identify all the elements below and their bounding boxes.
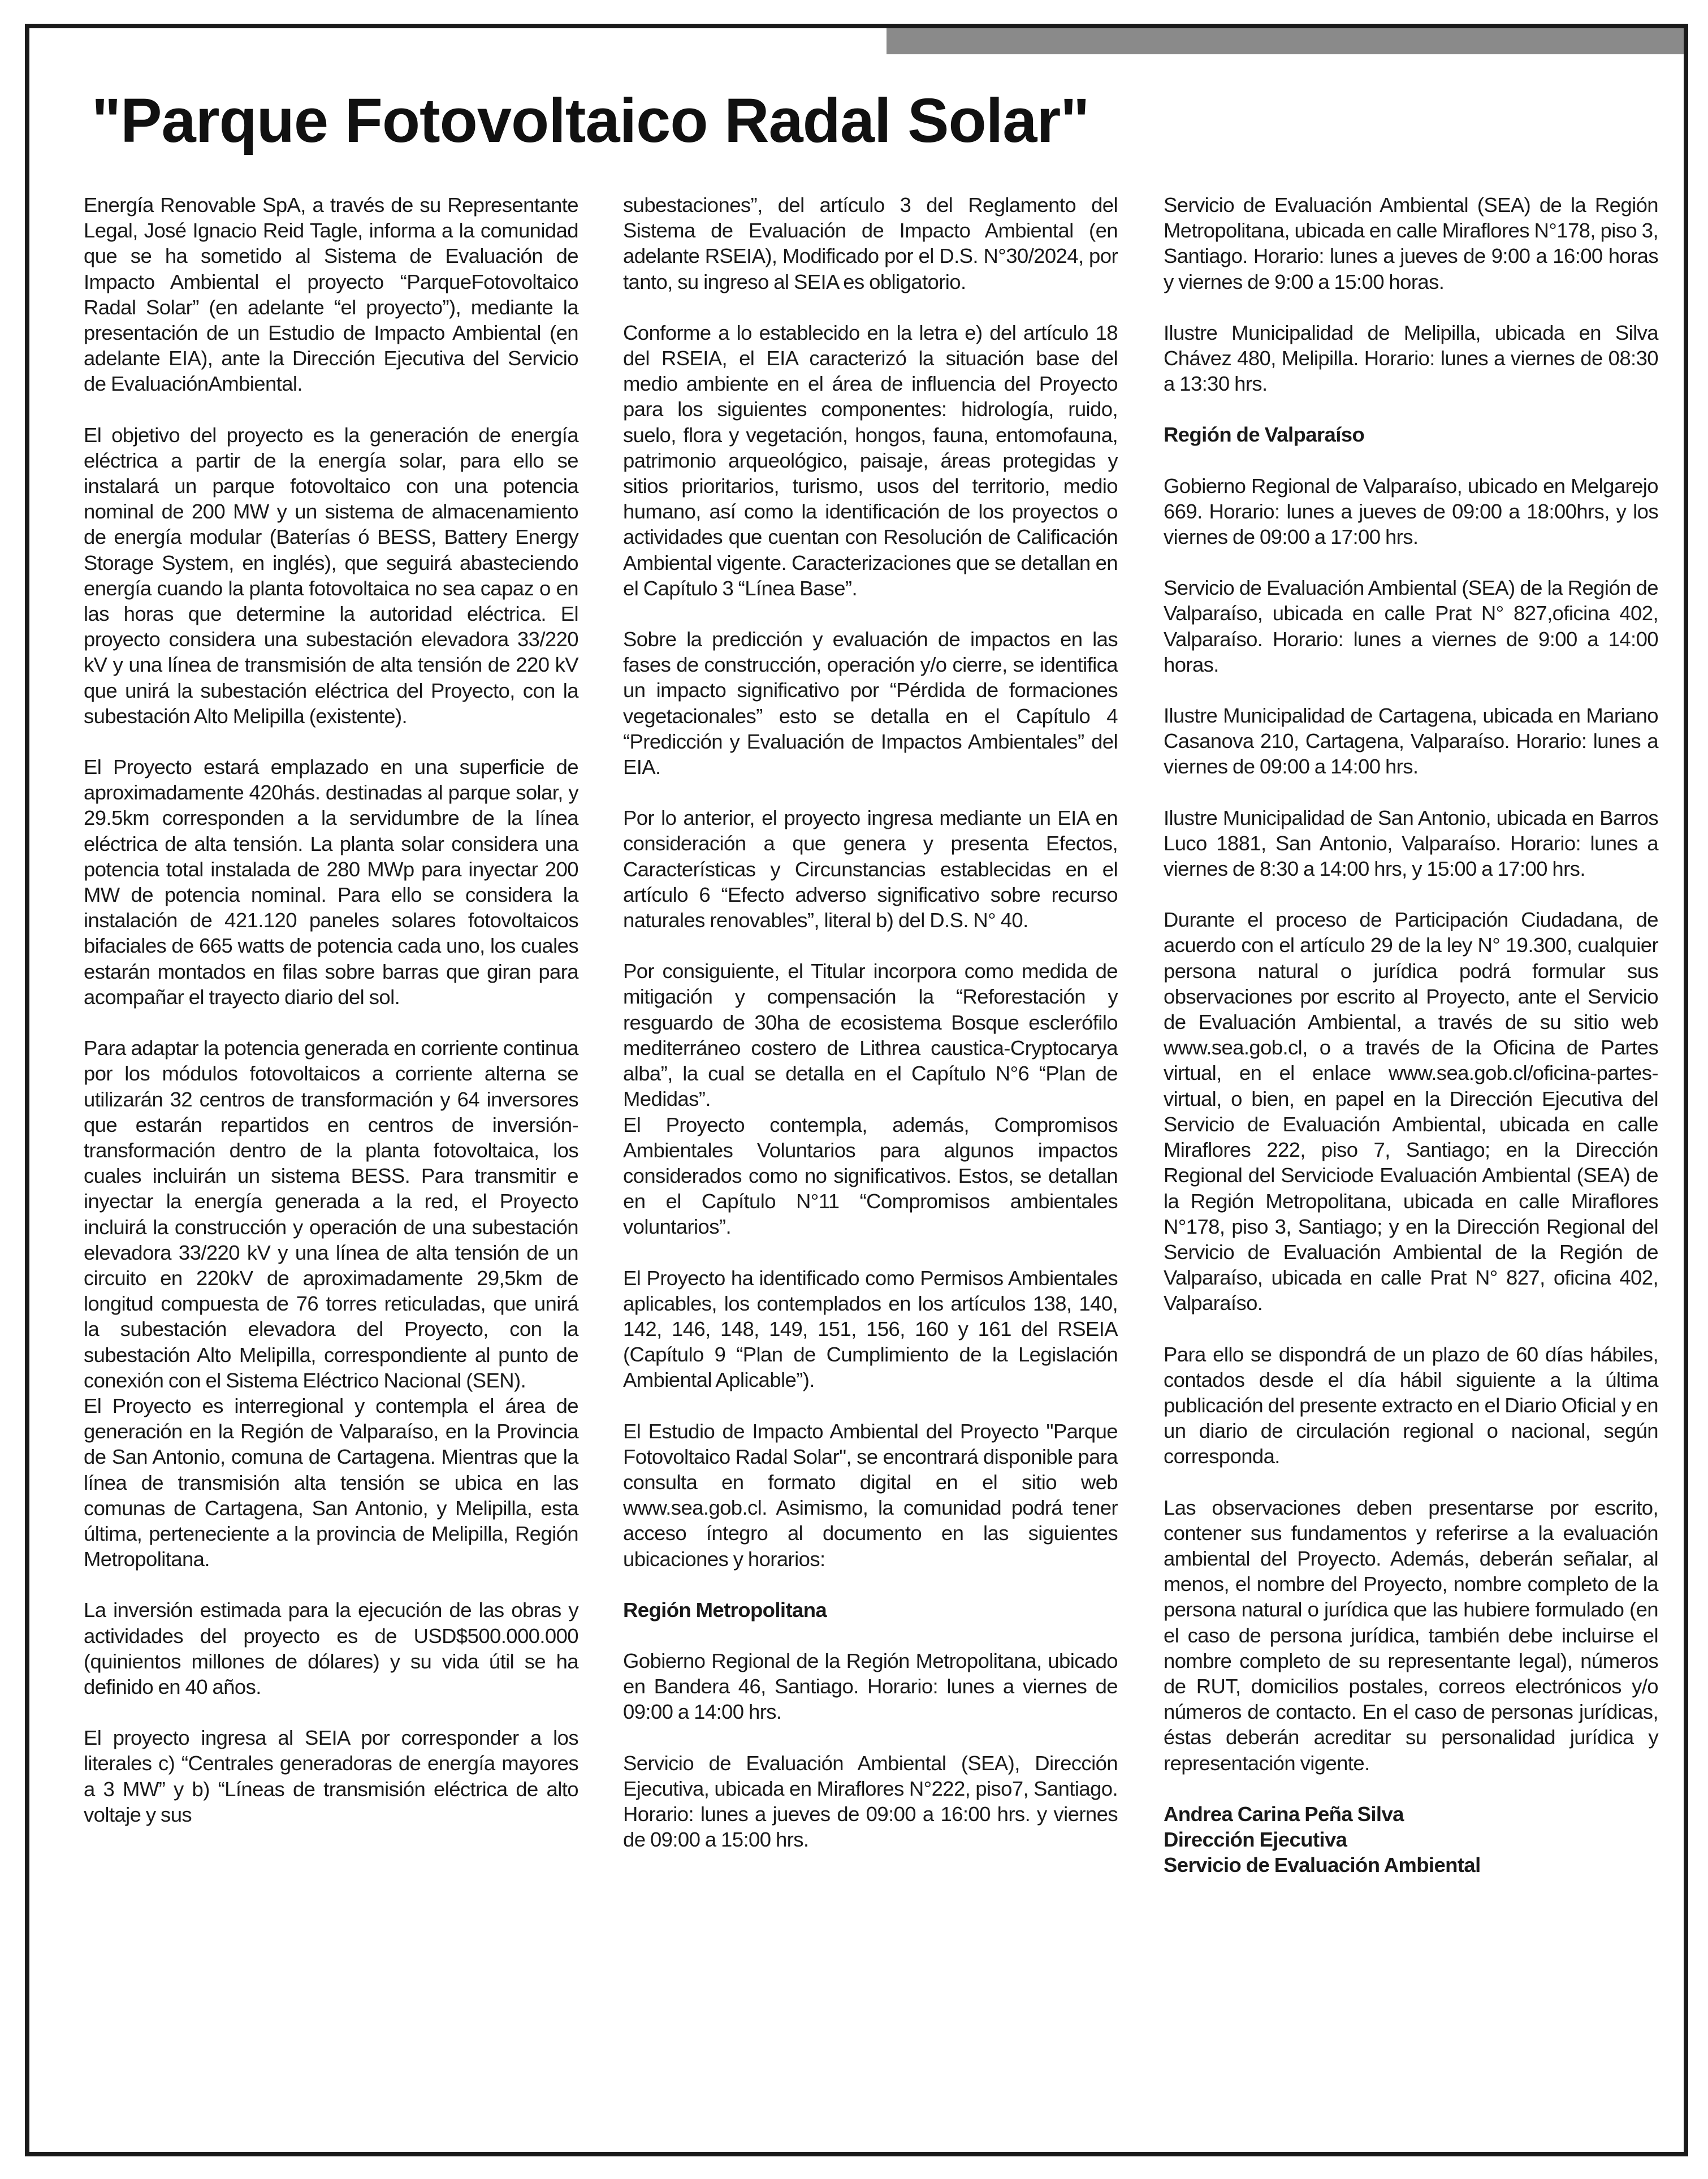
section-heading-metropolitana: Región Metropolitana [623,1598,827,1622]
paragraph: El Proyecto contempla, además, Compromisos Ambientales Voluntarios para algunos impactos considerados como no significativos. Estos, se detallan en el Capítulo N°11 “Compromisos ambientales voluntarios”. [623,1113,1118,1239]
header-bar [887,28,1684,54]
paragraph: La inversión estimada para la ejecución de las obras y actividades del proyecto es de USD$500.000.000 (quinientos millones de dólares) y su vida útil se ha definido en 40 años. [84,1598,578,1698]
paragraph: Energía Renovable SpA, a través de su Representante Legal, José Ignacio Reid Tagle, informa a la comunidad que se ha sometido al Sistema de Evaluación de Impacto Ambiental el proyecto “ParqueFotovoltaico Radal Solar” (en adelante “el proyecto”), mediante la presentación de un Estudio de Impacto Ambiental (en adelante EIA), ante la Dirección Ejecutiva del Servicio de EvaluaciónAmbiental. [84,193,578,396]
paragraph: Ilustre Municipalidad de San Antonio, ubicada en Barros Luco 1881, San Antonio, Valparaíso. Horario: lunes a viernes de 8:30 a 14:00 hrs, y 15:00 a 17:00 hrs. [1164,806,1658,881]
signatory-organization: Servicio de Evaluación Ambiental [1164,1853,1481,1877]
paragraph: Sobre la predicción y evaluación de impactos en las fases de construcción, operación y/o cierre, se identifica un impacto significativo por “Pérdida de formaciones vegetacionales” esto se detalla en el Capítulo 4 “Predicción y Evaluación de Impactos Ambientales” del EIA. [623,628,1118,779]
paragraph: El Proyecto estará emplazado en una superficie de aproximadamente 420hás. destinadas al parque solar, y 29.5km corresponden a la servidumbre de la línea eléctrica de alta tensión. La planta solar considera una potencia total instalada de 280 MWp para inyectar 200 MW de potencia nominal. Para ello se considera la instalación de 421.120 paneles solares fotovoltaicos bifaciales de 665 watts de potencia cada uno, los cuales estarán montados en filas sobre barras que giran para acompañar el trayecto diario del sol. [84,755,578,1009]
paragraph: Las observaciones deben presentarse por escrito, contener sus fundamentos y referirse a la evaluación ambiental del Proyecto. Además, deberán señalar, al menos, el nombre del Proyecto, nombre completo de la persona natural o jurídica que las hubiere formulado (en el caso de persona jurídica, también debe incluirse el nombre completo de su representante legal), números de RUT, domicilios postales, correos electrónicos y/o números de contacto. En el caso de personas jurídicas, éstas deberán acreditar su personalidad jurídica y representación vigente. [1164,1495,1658,1775]
column-1 [84,192,578,1853]
paragraph: Servicio de Evaluación Ambiental (SEA), Dirección Ejecutiva, ubicada en Miraflores N°222, piso7, Santiago. Horario: lunes a jueves de 09:00 a 16:00 hrs. y viernes de 09:00 a 15:00 hrs. [623,1751,1118,1852]
paragraph: El Proyecto ha identificado como Permisos Ambientales aplicables, los contemplados en los artículos 138, 140, 142, 146, 148, 149, 151, 156, 160 y 161 del RSEIA (Capítulo 9 “Plan de Cumplimiento de la Legislación Ambiental Aplicable”). [623,1266,1118,1392]
paragraph: El Estudio de Impacto Ambiental del Proyecto "Parque Fotovoltaico Radal Solar", se encontrará disponible para consulta en formato digital en el sitio web www.sea.gob.cl. Asimismo, la comunidad podrá tener acceso íntegro al documento en las siguientes ubicaciones y horarios: [623,1419,1118,1571]
paragraph: Ilustre Municipalidad de Melipilla, ubicada en Silva Chávez 480, Melipilla. Horario: lunes a viernes de 08:30 a 13:30 hrs. [1164,321,1658,396]
section-heading-valparaiso: Región de Valparaíso [1164,423,1365,447]
paragraph: Servicio de Evaluación Ambiental (SEA) de la Región Metropolitana, ubicada en calle Miraflores N°178, piso 3, Santiago. Horario: lunes a jueves de 9:00 a 16:00 horas y viernes de 9:00 a 15:00 horas. [1164,193,1658,293]
paragraph: Para adaptar la potencia generada en corriente continua por los módulos fotovoltaicos a corriente alterna se utilizarán 32 centros de transformación y 64 inversores que estarán repartidos en centros de inversión-transformación dentro de la planta fotovoltaica, los cuales incluirán un sistema BESS. Para transmitir e inyectar la energía generada a la red, el Proyecto incluirá la construcción y operación de una subestación elevadora 33/220 kV y una línea de alta tensión de un circuito en 220kV de aproximadamente 29,5km de longitud compuesta de 76 torres reticuladas, que unirá la subestación elevadora del Proyecto, con la subestación Alto Melipilla, correspondiente al punto de conexión con el Sistema Eléctrico Nacional (SEN). [84,1036,578,1392]
paragraph: Por lo anterior, el proyecto ingresa mediante un EIA en consideración a que genera y presenta Efectos, Características y Circunstancias establecidas en el artículo 6 “Efecto adverso significativo sobre recurso naturales renovables”, literal b) del D.S. N° 40. [623,806,1118,932]
paragraph: Por consiguiente, el Titular incorpora como medida de mitigación y compensación la “Reforestación y resguardo de 30ha de ecosistema Bosque esclerófilo mediterráneo costero de Lithrea caustica-Cryptocarya alba”, la cual se detalla en el Capítulo N°6 “Plan de Medidas”. [623,959,1118,1111]
paragraph: Gobierno Regional de la Región Metropolitana, ubicado en Bandera 46, Santiago. Horario: lunes a viernes de 09:00 a 14:00 hrs. [623,1649,1118,1724]
signatory-role: Dirección Ejecutiva [1164,1827,1347,1851]
notice-frame [25,24,1688,2156]
column-2 [623,192,1118,1878]
column-3 [1164,192,1658,1878]
paragraph: El proyecto ingresa al SEIA por corresponder a los literales c) “Centrales generadoras de energía mayores a 3 MW” y b) “Líneas de transmisión eléctrica de alto voltaje y sus [84,1726,578,1826]
paragraph: El objetivo del proyecto es la generación de energía eléctrica a partir de la energía solar, para ello se instalará un parque fotovoltaico con una potencia nominal de 200 MW y un sistema de almacenamiento de energía modular (Baterías ó BESS, Battery Energy Storage System, en inglés), que seguirá abasteciendo energía cuando la planta fotovoltaica no sea capaz o en las horas que determine la autoridad eléctrica. El proyecto considera una subestación elevadora 33/220 kV y una línea de transmisión de alta tensión de 220 kV que unirá la subestación eléctrica del Proyecto, con la subestación Alto Melipilla (existente). [84,423,578,728]
paragraph: Ilustre Municipalidad de Cartagena, ubicada en Mariano Casanova 210, Cartagena, Valparaíso. Horario: lunes a viernes de 09:00 a 14:00 hrs. [1164,704,1658,779]
signature-block [1164,1801,1658,1878]
paragraph: Servicio de Evaluación Ambiental (SEA) de la Región de Valparaíso, ubicada en calle Prat N° 827,oficina 402, Valparaíso. Horario: lunes a viernes de 9:00 a 14:00 horas. [1164,576,1658,676]
notice-title: "Parque Fotovoltaico Radal Solar" [92,86,1089,155]
paragraph: Para ello se dispondrá de un plazo de 60 días hábiles, contados desde el día hábil siguiente a la última publicación del presente extracto en el Diario Oficial y en un diario de circulación regional o nacional, según corresponda. [1164,1342,1658,1468]
paragraph: Durante el proceso de Participación Ciudadana, de acuerdo con el artículo 29 de la ley N° 19.300, cualquier persona natural o jurídica podrá formular sus observaciones por escrito al Proyecto, ante el Servicio de Evaluación Ambiental, a través de su sitio web www.sea.gob.cl, o a través de la Oficina de Partes virtual, en el enlace www.sea.gob.cl/oficina-partes-virtual, o bien, en papel en la Dirección Ejecutiva del Servicio de Evaluación Ambiental, ubicada en calle Miraflores 222, piso 7, Santiago; en la Dirección Regional del Serviciode Evaluación Ambiental (SEA) de la Región Metropolitana, ubicada en calle Miraflores N°178, piso 3, Santiago; y en la Dirección Regional del Servicio de Evaluación Ambiental de la Región de Valparaíso, ubicada en calle Prat N° 827, oficina 402, Valparaíso. [1164,908,1658,1315]
paragraph: Conforme a lo establecido en la letra e) del artículo 18 del RSEIA, el EIA caracterizó la situación base del medio ambiente en el área de influencia del Proyecto para los siguientes componentes: hidrología, ruido, suelo, flora y vegetación, hongos, fauna, entomofauna, patrimonio arqueológico, paisaje, áreas protegidas y sitios prioritarios, turismo, usos del territorio, medio humano, así como la identificación de los proyectos o actividades que cuentan con Resolución de Calificación Ambiental vigente. Caracterizaciones que se detallan en el Capítulo 3 “Línea Base”. [623,321,1118,600]
signatory-name: Andrea Carina Peña Silva [1164,1802,1404,1826]
paragraph: subestaciones”, del artículo 3 del Reglamento del Sistema de Evaluación de Impacto Ambiental (en adelante RSEIA), Modificado por el D.S. N°30/2024, por tanto, su ingreso al SEIA es obligatorio. [623,193,1118,293]
paragraph: El Proyecto es interregional y contempla el área de generación en la Región de Valparaíso, en la Provincia de San Antonio, comuna de Cartagena. Mientras que la línea de transmisión alta tensión se ubica en las comunas de Cartagena, San Antonio, y Melipilla, esta última, perteneciente a la provincia de Melipilla, Región Metropolitana. [84,1394,578,1571]
paragraph: Gobierno Regional de Valparaíso, ubicado en Melgarejo 669. Horario: lunes a jueves de 09:00 a 18:00hrs, y los viernes de 09:00 a 17:00 hrs. [1164,474,1658,549]
